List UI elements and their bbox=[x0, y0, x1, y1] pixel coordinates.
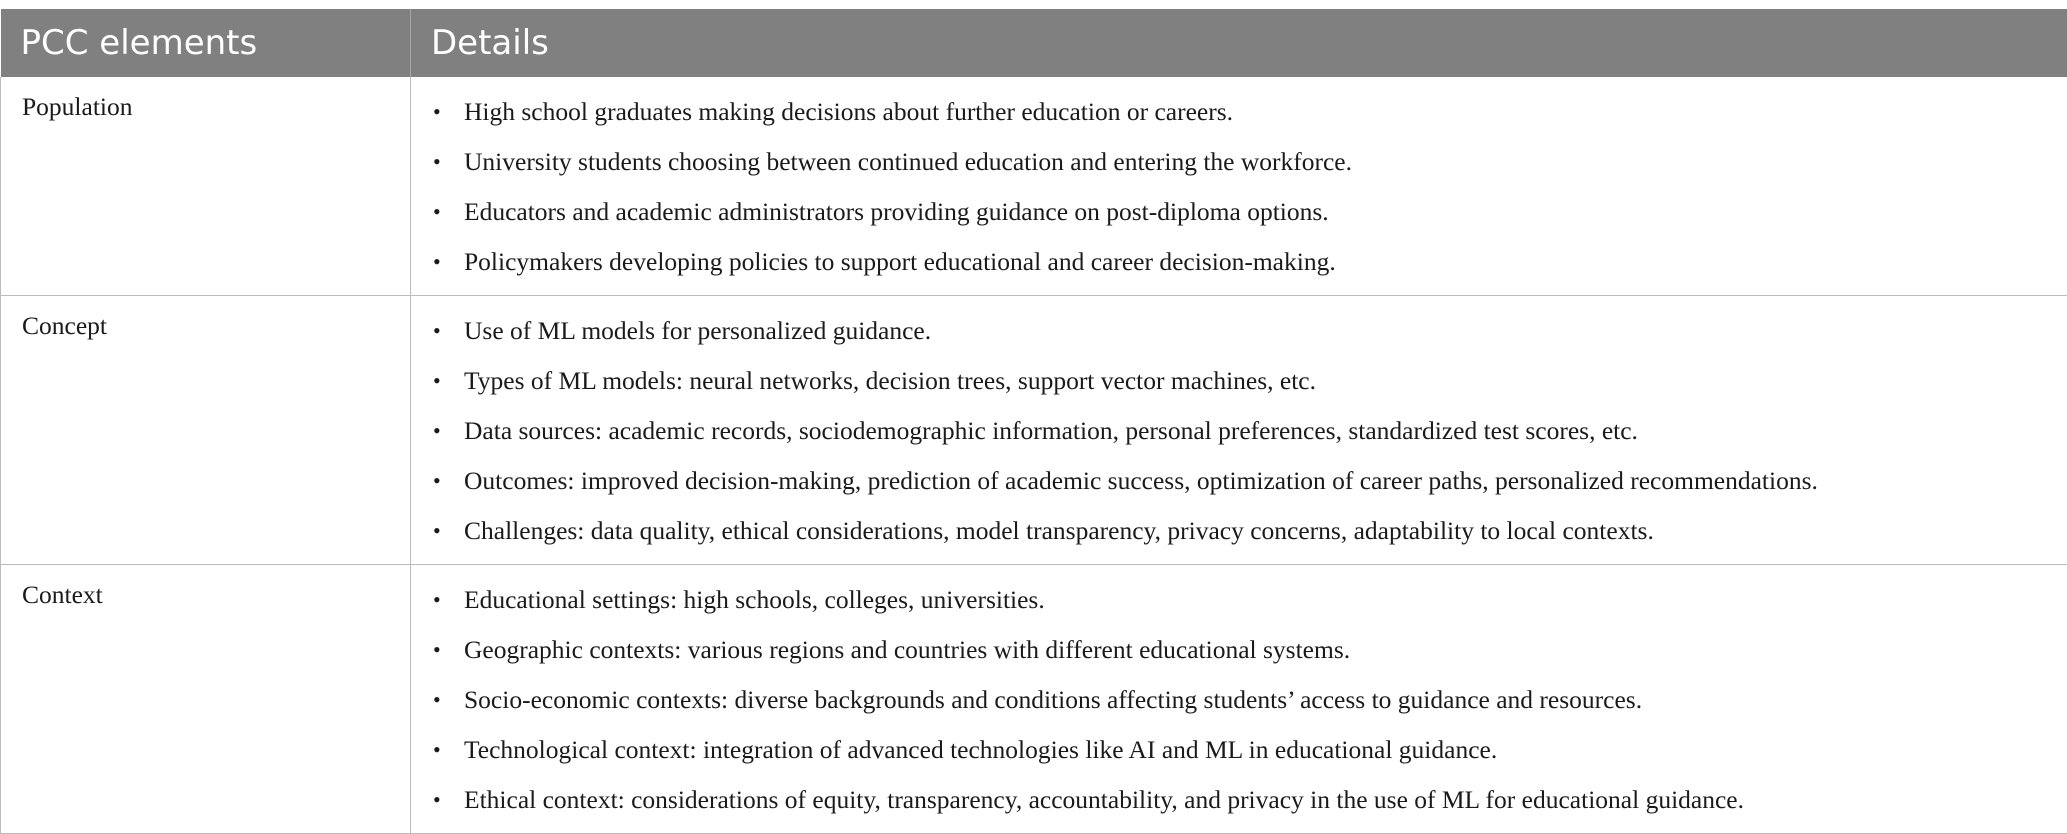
bullet-icon: • bbox=[433, 775, 441, 825]
table-row-concept bbox=[1, 296, 2067, 565]
list-item-text: Educators and academic administrators providing guidance on post-diploma options. bbox=[464, 197, 1329, 226]
bullet-icon: • bbox=[433, 356, 441, 406]
list-item bbox=[411, 137, 2067, 187]
list-item-text: Geographic contexts: various regions and countries with different educational systems. bbox=[464, 635, 1350, 664]
bullet-icon: • bbox=[433, 187, 441, 237]
bullet-icon: • bbox=[433, 87, 441, 137]
table-header bbox=[1, 9, 2067, 77]
row-label-concept: Concept bbox=[1, 296, 411, 565]
pcc-table-container bbox=[0, 9, 2067, 834]
list-item-text: High school graduates making decisions about further education or careers. bbox=[464, 97, 1233, 126]
header-details: Details bbox=[411, 9, 2067, 77]
list-item bbox=[411, 406, 2067, 456]
list-item-text: Types of ML models: neural networks, decision trees, support vector machines, etc. bbox=[464, 366, 1316, 395]
list-item bbox=[411, 575, 2067, 625]
list-item bbox=[411, 237, 2067, 287]
details-list bbox=[411, 87, 2067, 287]
list-item bbox=[411, 725, 2067, 775]
pcc-table bbox=[0, 9, 2067, 834]
bullet-icon: • bbox=[433, 725, 441, 775]
table-row-context bbox=[1, 565, 2067, 834]
list-item bbox=[411, 775, 2067, 825]
row-label-population: Population bbox=[1, 77, 411, 296]
list-item-text: Socio-economic contexts: diverse backgrounds and conditions affecting students’ access to guidance and resources. bbox=[464, 685, 1642, 714]
bullet-icon: • bbox=[433, 306, 441, 356]
header-row bbox=[1, 9, 2067, 77]
row-details-concept bbox=[411, 296, 2067, 565]
bullet-icon: • bbox=[433, 675, 441, 725]
list-item bbox=[411, 675, 2067, 725]
table-body bbox=[1, 77, 2067, 834]
bullet-icon: • bbox=[433, 456, 441, 506]
details-list bbox=[411, 306, 2067, 556]
list-item bbox=[411, 87, 2067, 137]
details-list bbox=[411, 575, 2067, 825]
bullet-icon: • bbox=[433, 137, 441, 187]
list-item-text: Use of ML models for personalized guidance. bbox=[464, 316, 931, 345]
bullet-icon: • bbox=[433, 575, 441, 625]
bullet-icon: • bbox=[433, 625, 441, 675]
list-item-text: University students choosing between continued education and entering the workforce. bbox=[464, 147, 1352, 176]
list-item bbox=[411, 506, 2067, 556]
list-item-text: Ethical context: considerations of equity, transparency, accountability, and privacy in the use of ML for educational guidance. bbox=[464, 785, 1744, 814]
list-item bbox=[411, 456, 2067, 506]
row-label-context: Context bbox=[1, 565, 411, 834]
row-details-population bbox=[411, 77, 2067, 296]
list-item-text: Policymakers developing policies to support educational and career decision-making. bbox=[464, 247, 1336, 276]
list-item-text: Outcomes: improved decision-making, prediction of academic success, optimization of career paths, personalized recommendations. bbox=[464, 466, 1818, 495]
list-item-text: Data sources: academic records, sociodemographic information, personal preferences, standardized test scores, etc. bbox=[464, 416, 1638, 445]
list-item bbox=[411, 187, 2067, 237]
bullet-icon: • bbox=[433, 506, 441, 556]
list-item bbox=[411, 625, 2067, 675]
list-item bbox=[411, 306, 2067, 356]
list-item-text: Challenges: data quality, ethical considerations, model transparency, privacy concerns, adaptability to local contexts. bbox=[464, 516, 1654, 545]
list-item bbox=[411, 356, 2067, 406]
bullet-icon: • bbox=[433, 237, 441, 287]
list-item-text: Technological context: integration of advanced technologies like AI and ML in educational guidance. bbox=[464, 735, 1497, 764]
header-pcc-elements: PCC elements bbox=[1, 9, 411, 77]
row-details-context bbox=[411, 565, 2067, 834]
table-row-population bbox=[1, 77, 2067, 296]
bullet-icon: • bbox=[433, 406, 441, 456]
list-item-text: Educational settings: high schools, colleges, universities. bbox=[464, 585, 1045, 614]
